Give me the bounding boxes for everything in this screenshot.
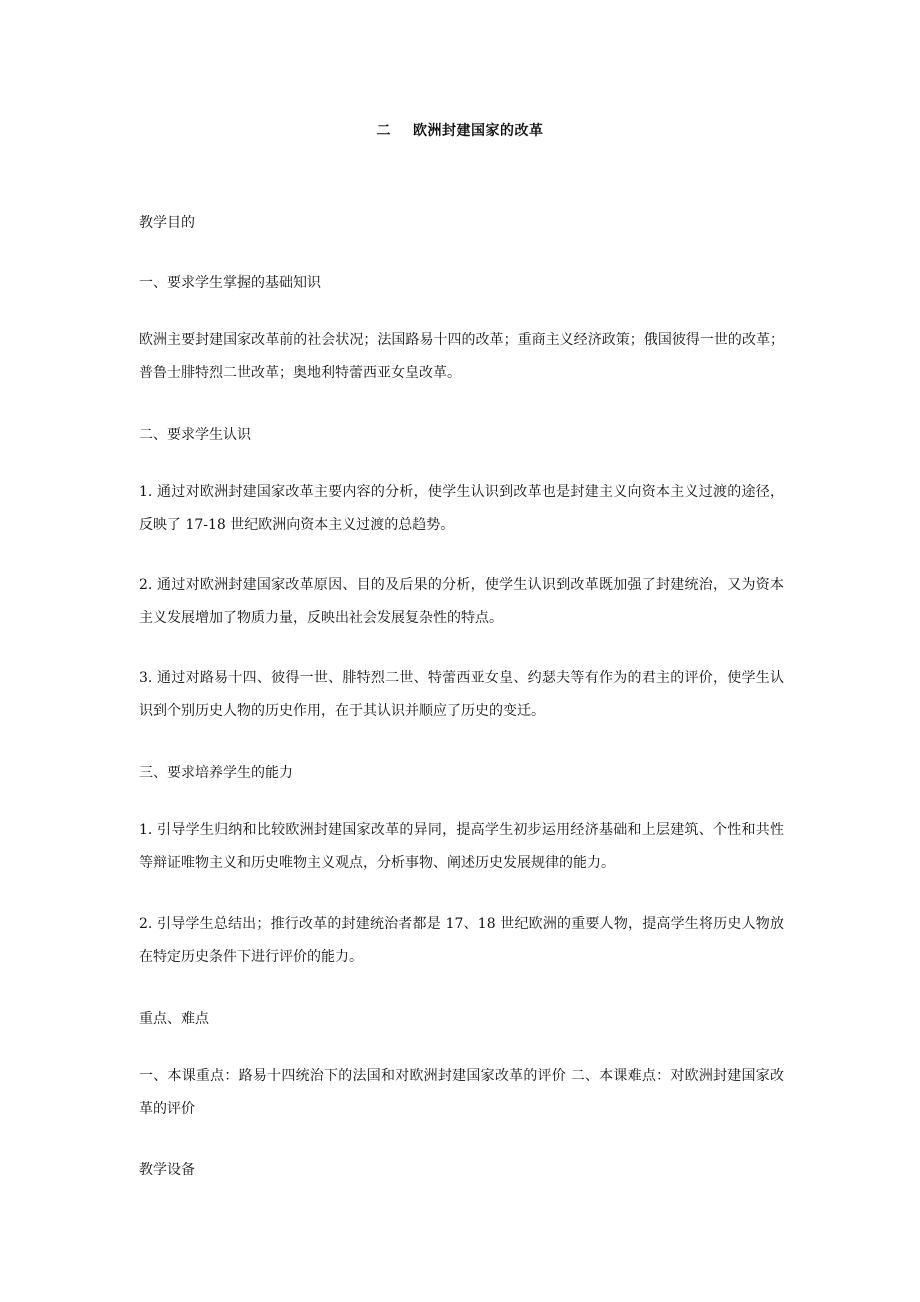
title-text: 欧洲封建国家的改革 (413, 123, 544, 139)
objective-2-heading: 二、要求学生认识 (139, 427, 251, 443)
objective-1-heading: 一、要求学生掌握的基础知识 (139, 275, 321, 291)
objective-2-item-3: 3. 通过对路易十四、彼得一世、腓特烈二世、特蕾西亚女皇、约瑟夫等有作为的君主的评价，使学生认识到个别历史人物的历史作用，在于其认识并顺应了历史的变迁。 (139, 670, 784, 719)
objective-3-item-1: 1. 引导学生归纳和比较欧洲封建国家改革的异同，提高学生初步运用经济基础和上层建筑、个性和共性等辩证唯物主义和历史唯物主义观点，分析事物、阐述历史发展规律的能力。 (139, 822, 784, 871)
objective-3-heading: 三、要求培养学生的能力 (139, 765, 293, 781)
objective-2-item-2: 2. 通过对欧洲封建国家改革原因、目的及后果的分析，使学生认识到改革既加强了封建统治，又为资本主义发展增加了物质力量，反映出社会发展复杂性的特点。 (139, 577, 784, 626)
section-heading-keypoints: 重点、难点 (139, 1011, 209, 1027)
objective-3-item-2: 2. 引导学生总结出；推行改革的封建统治者都是 17、18 世纪欧洲的重要人物，提高学生将历史人物放在特定历史条件下进行评价的能力。 (139, 916, 784, 965)
objective-1-body: 欧洲主要封建国家改革前的社会状况；法国路易十四的改革；重商主义经济政策；俄国彼得一世的改革；普鲁士腓特烈二世改革；奥地利特蕾西亚女皇改革。 (139, 332, 784, 381)
objective-2-item-1: 1. 通过对欧洲封建国家改革主要内容的分析，使学生认识到改革也是封建主义向资本主义过渡的途径，反映了 17-18 世纪欧洲向资本主义过渡的总趋势。 (139, 484, 784, 533)
keypoints-body: 一、本课重点：路易十四统治下的法国和对欧洲封建国家改革的评价 二、本课难点：对欧洲封建国家改革的评价 (139, 1068, 784, 1117)
section-heading-objectives: 教学目的 (139, 215, 195, 231)
page-title (0, 120, 920, 140)
title-number: 二 (376, 123, 391, 139)
section-heading-equipment: 教学设备 (139, 1162, 195, 1178)
